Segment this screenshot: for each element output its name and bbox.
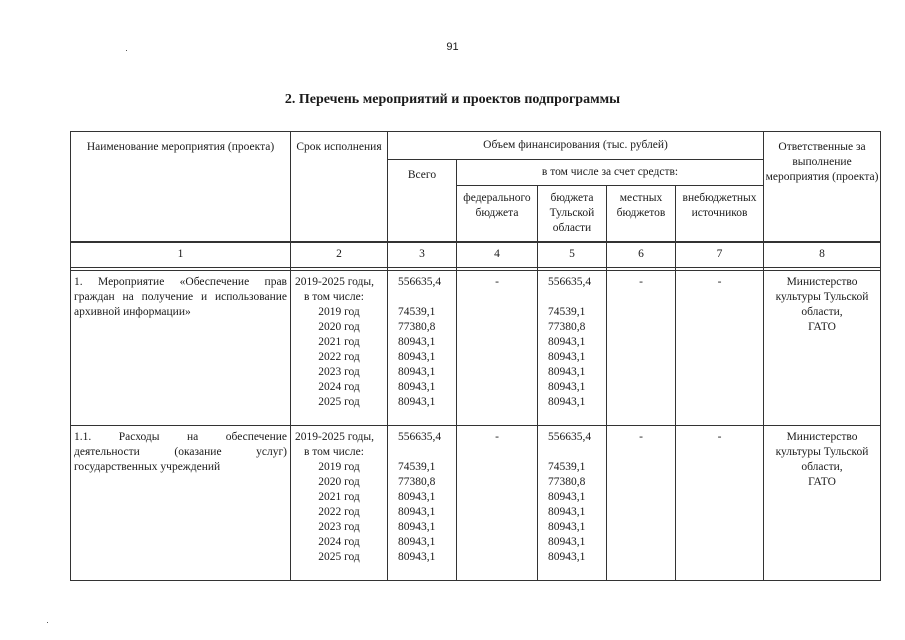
term-line: 2019-2025 годы, [295,431,375,443]
column-number-row [71,242,881,268]
responsible [764,271,881,426]
amount-value: 556635,4 [398,276,442,288]
amount-value: 80943,1 [398,551,436,563]
header-regional: бюджета Тульской области [538,186,607,242]
activities-table [70,131,881,581]
amount-value: 80943,1 [398,491,436,503]
amount-value: 556635,4 [398,431,442,443]
extra-budget: - [676,426,764,581]
federal-budget: - [457,271,538,426]
page-number: 91 [446,41,459,53]
activity-name [71,271,291,426]
amount-value: 80943,1 [548,521,586,533]
term-year: 2025 год [318,396,360,408]
amount-value: 80943,1 [398,336,436,348]
responsible-line: Министерство [786,431,858,443]
amount-value: 74539,1 [548,306,586,318]
amount-value [548,445,606,460]
term-year: 2019 год [318,306,360,318]
execution-term [291,271,388,426]
amount-value: 556635,4 [548,431,592,443]
term-year: 2020 год [318,476,360,488]
column-number: 4 [457,242,538,268]
responsible-line: области, [801,461,843,473]
term-year: 2023 год [318,366,360,378]
amount-value: 80943,1 [548,551,586,563]
amount-value: 74539,1 [398,461,436,473]
activity-name-line: государственных учреждений [74,461,221,473]
amount-value: 556635,4 [548,276,592,288]
term-year: 2021 год [318,336,360,348]
amount-value: 74539,1 [548,461,586,473]
column-number: 2 [291,242,388,268]
table-row [71,271,881,426]
amount-value: 77380,8 [398,321,436,333]
responsible-line: ГАТО [808,321,836,333]
scan-speck [47,622,48,623]
amount-value: 80943,1 [398,351,436,363]
term-year: 2020 год [318,321,360,333]
activity-name-line: деятельности (оказание услуг) [74,446,287,458]
header-name: Наименование мероприятия (проекта) [71,132,291,242]
amount-value: 80943,1 [398,536,436,548]
responsible-line: Министерство [786,276,858,288]
amount-value: 80943,1 [548,366,586,378]
amount-value [548,290,606,305]
amount-value: 80943,1 [548,536,586,548]
term-year: 2021 год [318,491,360,503]
column-number: 6 [607,242,676,268]
amount-value [398,290,456,305]
table-row [71,426,881,581]
amount-value: 80943,1 [548,396,586,408]
header-total: Всего [388,160,457,242]
extra-budget: - [676,271,764,426]
term-line: в том числе: [304,291,364,303]
term-year: 2022 год [318,506,360,518]
activity-name-line: 1. Мероприятие «Обеспечение прав [74,276,287,288]
header-including: в том числе за счет средств: [457,160,764,186]
activity-name-line: 1.1. Расходы на обеспечение [74,431,287,443]
term-line: в том числе: [304,446,364,458]
amount-value: 80943,1 [548,351,586,363]
column-number: 5 [538,242,607,268]
amount-value [398,445,456,460]
regional-budget [538,426,607,581]
column-number: 8 [764,242,881,268]
local-budget: - [607,271,676,426]
header-federal: федерального бюджета [457,186,538,242]
federal-budget: - [457,426,538,581]
term-year: 2024 год [318,536,360,548]
amount-value: 80943,1 [398,381,436,393]
responsible-line: культуры Тульской [775,446,869,458]
activity-name-line: архивной информации» [74,306,191,318]
term-year: 2024 год [318,381,360,393]
column-number: 1 [71,242,291,268]
amount-value: 74539,1 [398,306,436,318]
term-year: 2023 год [318,521,360,533]
total-amount [388,271,457,426]
activity-name-line: граждан на получение и использование [74,291,287,303]
header-local: местных бюджетов [607,186,676,242]
term-year: 2025 год [318,551,360,563]
amount-value: 80943,1 [548,381,586,393]
amount-value: 80943,1 [398,506,436,518]
local-budget: - [607,426,676,581]
header-extra: внебюджетных источников [676,186,764,242]
amount-value: 80943,1 [548,506,586,518]
amount-value: 80943,1 [398,396,436,408]
amount-value: 80943,1 [548,336,586,348]
term-line: 2019-2025 годы, [295,276,375,288]
execution-term [291,426,388,581]
header-funding: Объем финансирования (тыс. рублей) [388,132,764,160]
column-number: 3 [388,242,457,268]
responsible-line: области, [801,306,843,318]
regional-budget [538,271,607,426]
responsible [764,426,881,581]
header-term: Срок исполнения [291,132,388,242]
header-responsible: Ответственные за выполнение мероприятия (проекта) [764,132,881,242]
responsible-line: ГАТО [808,476,836,488]
responsible-line: культуры Тульской [775,291,869,303]
scan-speck [126,50,127,51]
amount-value: 77380,8 [398,476,436,488]
amount-value: 77380,8 [548,476,586,488]
term-year: 2022 год [318,351,360,363]
total-amount [388,426,457,581]
activity-name [71,426,291,581]
amount-value: 77380,8 [548,321,586,333]
term-year: 2019 год [318,461,360,473]
amount-value: 80943,1 [548,491,586,503]
column-number: 7 [676,242,764,268]
amount-value: 80943,1 [398,366,436,378]
amount-value: 80943,1 [398,521,436,533]
section-title: 2. Перечень мероприятий и проектов подпрограммы [284,92,621,107]
